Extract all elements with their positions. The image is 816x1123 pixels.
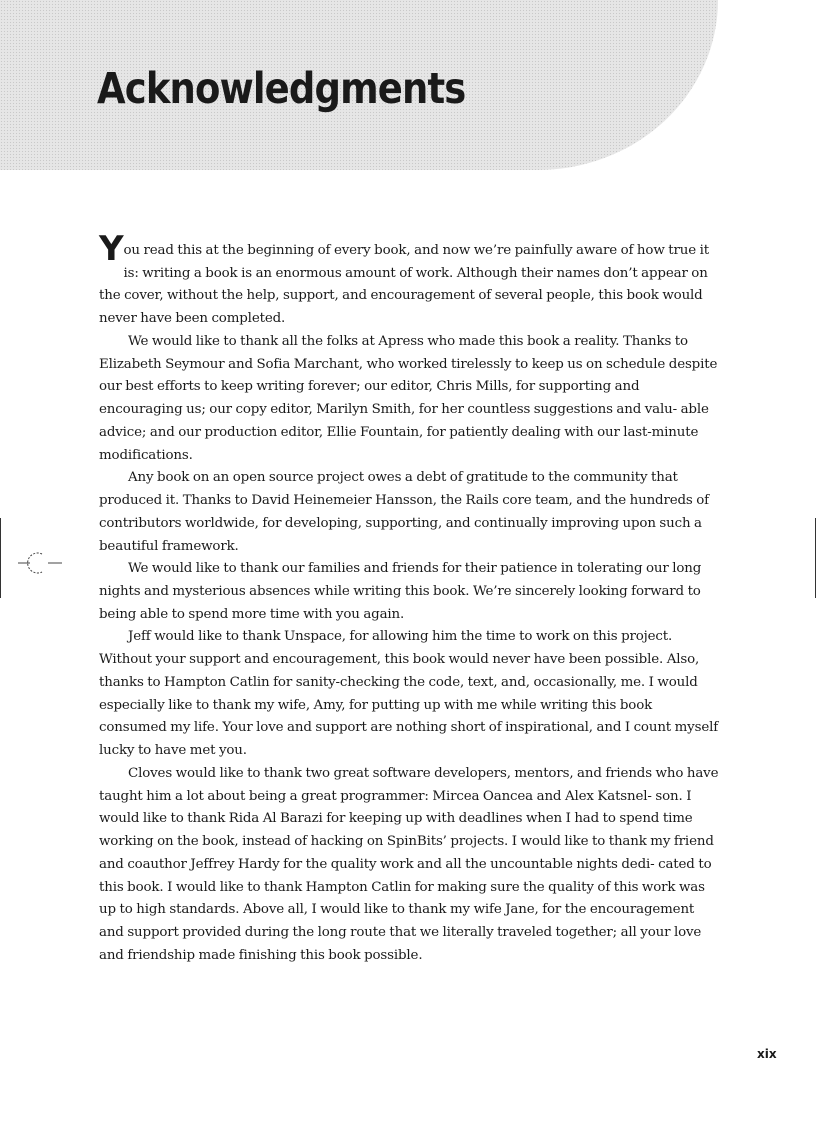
paragraph-1 bbox=[99, 229, 722, 331]
acknowledgments-body bbox=[99, 229, 722, 968]
registration-mark-icon bbox=[18, 550, 62, 576]
crop-mark-left bbox=[0, 518, 1, 598]
chapter-title: Acknowledgments bbox=[97, 64, 466, 114]
paragraph-4: We would like to thank our families and friends for their patience in tolerating our long nights and mysterious absences while writing this book. We’re sincerely looking forward to being able to spend more time with you again. bbox=[99, 561, 702, 622]
paragraph-2: We would like to thank all the folks at Apress who made this book a reality. Thanks to Elizabeth Seymour and Sofia Marchant, who worked tirelessly to keep us on schedule despite our best efforts to keep writing forever; our editor, Chris Mills, for supporting and encouraging us; our copy editor, Marilyn Smith, for her countless suggestions and valu- able advice; and our production editor, Ellie Fountain, for patiently dealing with our last-minute modifications. bbox=[99, 333, 718, 463]
dropcap-letter: Y bbox=[99, 229, 124, 269]
paragraph-5: Jeff would like to thank Unspace, for allowing him the time to work on this project. Without your support and encouragement, this book would never have been possible. Also, thanks to Hampton Catlin for sanity-checking the code, text, and, occasionally, me. I would especially like to thank my wife, Amy, for putting up with me while writing this book consumed my life. Your love and support are nothing short of inspirational, and I count myself lucky to have met you. bbox=[99, 629, 719, 759]
page-number: xix bbox=[757, 1047, 777, 1061]
paragraph-6: Cloves would like to thank two great software developers, mentors, and friends who have taught him a lot about being a great programmer: Mircea Oancea and Alex Katsnel- son. I would like to thank Rida Al Barazi for keeping up with deadlines when I had to spend time working on the book, instead of hacking on SpinBits’ projects. I would like to thank my friend and coauthor Jeffrey Hardy for the quality work and all the uncountable nights dedi- cated to this book. I would like to thank Hampton Catlin for making sure the quality of this work was up to high standards. Above all, I would like to thank my wife Jane, for the encouragement and support provided during the long route that we literally traveled together; all your love and friendship made finishing this book possible. bbox=[99, 765, 719, 963]
paragraph-1-text: ou read this at the beginning of every book, and now we’re painfully aware of how true it is: writing a book is an enormous amount of work. Although their names don’t appear on the cover, without the help, support, and encouragement of several people, this book would never have been completed. bbox=[99, 243, 709, 327]
paragraph-3: Any book on an open source project owes a debt of gratitude to the community that produced it. Thanks to David Heinemeier Hansson, the Rails core team, and the hundreds of contributors worldwide, for developing, supporting, and continually improving upon such a beautiful framework. bbox=[99, 470, 709, 554]
